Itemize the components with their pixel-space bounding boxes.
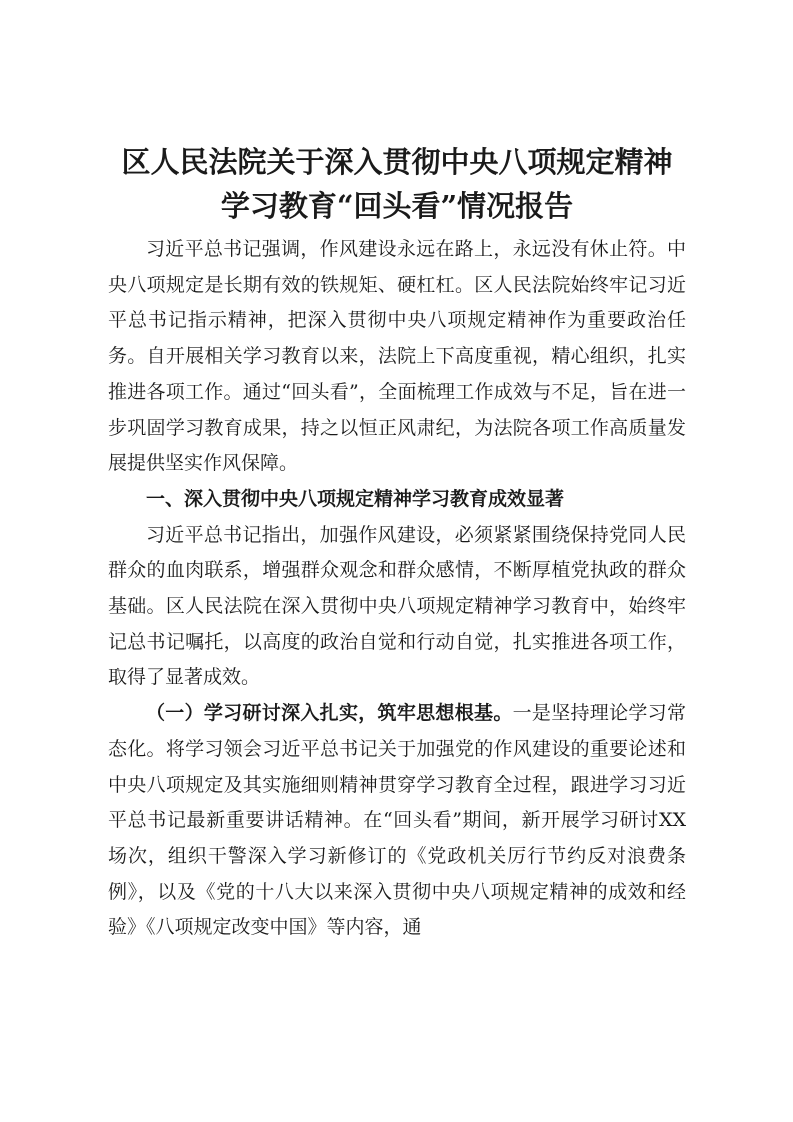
subsection-1-paragraph (108, 696, 686, 946)
section-1-paragraph: 习近平总书记指出，加强作风建设，必须紧紧围绕保持党同人民群众的血肉联系，增强群众观念和群众感情，不断厚植党执政的群众基础。区人民法院在深入贯彻中央八项规定精神学习教育中，始终牢记总书记嘱托，以高度的政治自觉和行动自觉，扎实推进各项工作，取得了显著成效。 (108, 523, 686, 689)
subsection-heading-1: （一）学习研讨深入扎实，筑牢思想根基。 (146, 702, 513, 725)
subsection-1-text: 一是坚持理论学习常态化。将学习领会习近平总书记关于加强党的作风建设的重要论述和中央八项规定及其实施细则精神贯穿学习教育全过程，跟进学习习近平总书记最新重要讲话精神。在“回头看”期间，新开展学习研讨XX场次，组织干警深入学习新修订的《党政机关厉行节约反对浪费条例》，以及《党的十八大以来深入贯彻中央八项规定精神的成效和经验》《八项规定改变中国》等内容，通 (108, 702, 686, 939)
section-heading-1: 一、深入贯彻中央八项规定精神学习教育成效显著 (146, 487, 565, 510)
document-title: 区人民法院关于深入贯彻中央八项规定精神学习教育“回头看”情况报告 (121, 145, 673, 223)
document-body (108, 140, 686, 946)
intro-paragraph: 习近平总书记强调，作风建设永远在路上，永远没有休止符。中央八项规定是长期有效的铁规矩、硬杠杠。区人民法院始终牢记习近平总书记指示精神，把深入贯彻中央八项规定精神作为重要政治任务。自开展相关学习教育以来，法院上下高度重视，精心组织，扎实推进各项工作。通过“回头看”，全面梳理工作成效与不足，旨在进一步巩固学习教育成果，持之以恒正风肃纪，为法院各项工作高质量发展提供坚实作风保障。 (108, 238, 686, 475)
